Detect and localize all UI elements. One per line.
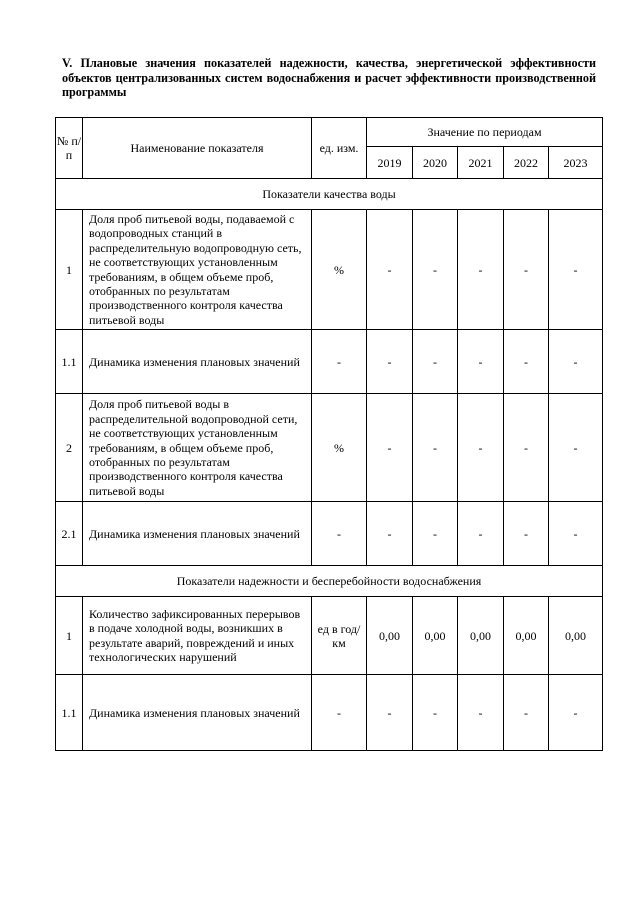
row-value: 0,00	[367, 597, 413, 675]
row-unit: -	[312, 330, 367, 394]
row-value: -	[549, 330, 603, 394]
row-value: -	[504, 394, 549, 502]
row-value: -	[504, 675, 549, 751]
header-values: Значение по периодам	[367, 118, 603, 147]
row-name: Доля проб питьевой воды в распределительной водопроводной сети, не соответствующих установленным требованиям, в общем объеме проб, отобранных по результатам производственного контроля качества питьевой воды	[83, 394, 312, 502]
section-row	[56, 179, 603, 210]
row-value: -	[367, 675, 413, 751]
header-row	[56, 118, 603, 147]
row-unit: -	[312, 502, 367, 566]
indicators-table	[55, 117, 603, 751]
row-value: -	[458, 210, 504, 330]
row-value: -	[413, 394, 458, 502]
header-year: 2022	[504, 147, 549, 179]
row-value: -	[413, 210, 458, 330]
row-value: -	[367, 394, 413, 502]
header-unit: ед. изм.	[312, 118, 367, 179]
row-value: 0,00	[458, 597, 504, 675]
row-value: -	[549, 675, 603, 751]
section-heading: V. Плановые значения показателей надежности, качества, энергетической эффективности объектов централизованных систем водоснабжения и расчет эффективности производственной программы	[62, 56, 596, 99]
row-value: -	[367, 330, 413, 394]
row-value: -	[458, 675, 504, 751]
row-value: 0,00	[413, 597, 458, 675]
row-value: -	[367, 502, 413, 566]
row-num: 2.1	[56, 502, 83, 566]
row-name: Динамика изменения плановых значений	[83, 330, 312, 394]
header-name: Наименование показателя	[83, 118, 312, 179]
row-num: 1.1	[56, 330, 83, 394]
row-value: -	[458, 330, 504, 394]
row-name: Динамика изменения плановых значений	[83, 502, 312, 566]
table-row	[56, 597, 603, 675]
row-value: -	[367, 210, 413, 330]
header-year: 2019	[367, 147, 413, 179]
section-title: Показатели качества воды	[56, 179, 603, 210]
row-value: 0,00	[549, 597, 603, 675]
row-value: -	[504, 330, 549, 394]
row-num: 1.1	[56, 675, 83, 751]
row-unit: ед в год/ км	[312, 597, 367, 675]
row-num: 1	[56, 597, 83, 675]
row-value: -	[458, 394, 504, 502]
row-value: -	[413, 330, 458, 394]
row-value: -	[504, 210, 549, 330]
row-value: -	[549, 394, 603, 502]
row-value: -	[458, 502, 504, 566]
row-unit: %	[312, 210, 367, 330]
row-value: -	[413, 675, 458, 751]
row-num: 2	[56, 394, 83, 502]
row-name: Доля проб питьевой воды, подаваемой с водопроводных станций в распределительную водопроводную сеть, не соответствующих установленным требованиям, в общем объеме проб, отобранных по результатам производственного контроля качества питьевой воды	[83, 210, 312, 330]
row-unit: -	[312, 675, 367, 751]
table-row	[56, 394, 603, 502]
section-row	[56, 566, 603, 597]
header-year: 2021	[458, 147, 504, 179]
row-value: -	[504, 502, 549, 566]
row-value: 0,00	[504, 597, 549, 675]
row-name: Динамика изменения плановых значений	[83, 675, 312, 751]
table-row	[56, 330, 603, 394]
table-row	[56, 210, 603, 330]
row-value: -	[549, 502, 603, 566]
table-row	[56, 675, 603, 751]
row-num: 1	[56, 210, 83, 330]
section-title: Показатели надежности и бесперебойности водоснабжения	[56, 566, 603, 597]
row-unit: %	[312, 394, 367, 502]
row-name: Количество зафиксированных перерывов в подаче холодной воды, возникших в результате аварий, повреждений и иных технологических нарушений	[83, 597, 312, 675]
row-value: -	[549, 210, 603, 330]
header-num: № п/ п	[56, 118, 83, 179]
header-year: 2020	[413, 147, 458, 179]
header-year: 2023	[549, 147, 603, 179]
table-row	[56, 502, 603, 566]
row-value: -	[413, 502, 458, 566]
